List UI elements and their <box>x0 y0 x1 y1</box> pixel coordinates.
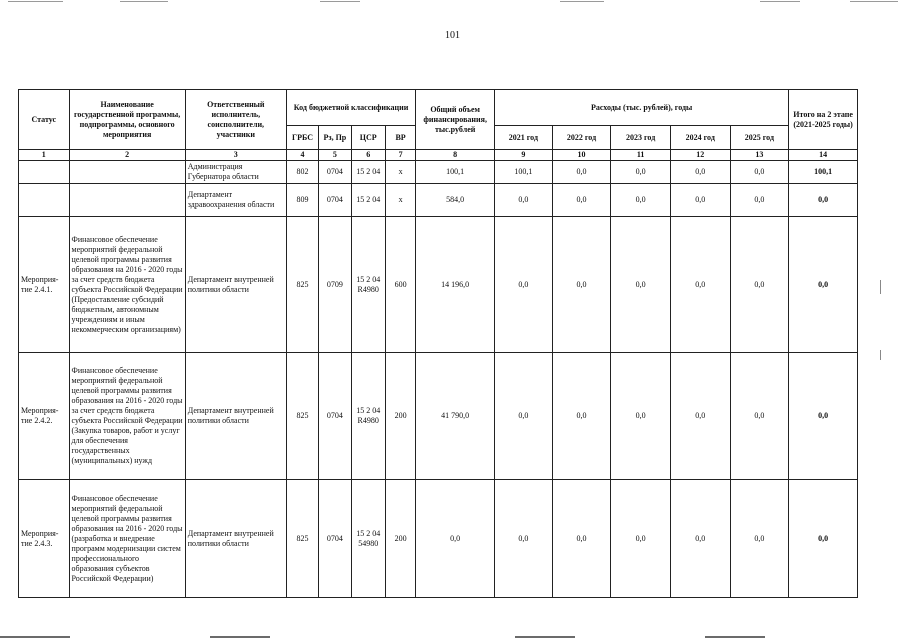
header-responsible: Ответственный исполнитель, соисполнители, участники <box>185 90 286 150</box>
cell-name <box>69 161 185 184</box>
cell-total: 584,0 <box>416 184 495 217</box>
cell-2021: 0,0 <box>495 184 553 217</box>
cell-vr: 600 <box>385 217 415 353</box>
column-number: 3 <box>185 150 286 161</box>
cell-2022: 0,0 <box>552 480 611 598</box>
cell-2022: 0,0 <box>552 217 611 353</box>
table-row <box>19 161 858 184</box>
cell-total: 14 196,0 <box>416 217 495 353</box>
cell-2023: 0,0 <box>611 161 671 184</box>
column-number: 11 <box>611 150 671 161</box>
cell-stage-total: 0,0 <box>789 184 858 217</box>
cell-vr: 200 <box>385 480 415 598</box>
header-budget-code: Код бюджетной классификации <box>286 90 415 126</box>
cell-2022: 0,0 <box>552 161 611 184</box>
cell-name: Финансовое обеспечение мероприятий федеральной целевой программы развития образования на 2016 - 2020 годы за счет средств бюджета субъекта Российской Федерации (Предоставление субсидий бюджетным, автономным учреждениям и иным некоммерческим организациям) <box>69 217 185 353</box>
header-status: Статус <box>19 90 70 150</box>
header-rz-pr: Рз, Пр <box>319 126 351 150</box>
cell-rz-pr: 0704 <box>319 480 351 598</box>
cell-responsible: Департамент здравоохранения области <box>185 184 286 217</box>
header-year-2025: 2025 год <box>730 126 789 150</box>
cell-grbs: 825 <box>286 217 318 353</box>
column-number: 8 <box>416 150 495 161</box>
budget-table <box>18 89 858 598</box>
cell-2022: 0,0 <box>552 353 611 480</box>
scan-top-edge-marks <box>0 0 905 8</box>
cell-2024: 0,0 <box>670 217 730 353</box>
header-year-2021: 2021 год <box>495 126 553 150</box>
cell-2025: 0,0 <box>730 161 789 184</box>
cell-grbs: 825 <box>286 480 318 598</box>
column-number: 6 <box>351 150 385 161</box>
cell-stage-total: 100,1 <box>789 161 858 184</box>
cell-stage-total: 0,0 <box>789 353 858 480</box>
cell-rz-pr: 0704 <box>319 184 351 217</box>
column-number: 1 <box>19 150 70 161</box>
scan-side-mark <box>880 280 881 294</box>
cell-vr: 200 <box>385 353 415 480</box>
page-number: 101 <box>445 30 460 41</box>
cell-rz-pr: 0709 <box>319 217 351 353</box>
cell-2023: 0,0 <box>611 353 671 480</box>
cell-2022: 0,0 <box>552 184 611 217</box>
column-number: 13 <box>730 150 789 161</box>
cell-stage-total: 0,0 <box>789 217 858 353</box>
cell-csr: 15 2 04 54980 <box>351 480 385 598</box>
cell-responsible: Администрация Губернатора области <box>185 161 286 184</box>
table-row <box>19 480 858 598</box>
column-number: 14 <box>789 150 858 161</box>
header-year-2023: 2023 год <box>611 126 671 150</box>
cell-rz-pr: 0704 <box>319 161 351 184</box>
cell-vr: х <box>385 161 415 184</box>
header-stage-total: Итого на 2 этапе (2021-2025 годы) <box>789 90 858 150</box>
cell-2023: 0,0 <box>611 217 671 353</box>
cell-csr: 15 2 04 <box>351 184 385 217</box>
cell-vr: х <box>385 184 415 217</box>
cell-status <box>19 161 70 184</box>
header-vr: ВР <box>385 126 415 150</box>
table-header <box>19 90 858 161</box>
cell-name: Финансовое обеспечение мероприятий федеральной целевой программы развития образования на 2016 - 2020 годы (разработка и внедрение программ модернизации систем профессионального образования субъектов Российской Федерации) <box>69 480 185 598</box>
cell-name <box>69 184 185 217</box>
cell-status: Мероприя-тие 2.4.2. <box>19 353 70 480</box>
cell-2025: 0,0 <box>730 480 789 598</box>
cell-grbs: 802 <box>286 161 318 184</box>
scan-side-mark <box>880 350 881 360</box>
column-number: 12 <box>670 150 730 161</box>
header-year-2024: 2024 год <box>670 126 730 150</box>
header-grbs: ГРБС <box>286 126 318 150</box>
cell-responsible: Департамент внутренней политики области <box>185 353 286 480</box>
column-number: 7 <box>385 150 415 161</box>
column-number-row <box>19 150 858 161</box>
cell-rz-pr: 0704 <box>319 353 351 480</box>
column-number: 9 <box>495 150 553 161</box>
column-number: 2 <box>69 150 185 161</box>
cell-name: Финансовое обеспечение мероприятий федеральной целевой программы развития образования на 2016 - 2020 годы за счет средств бюджета субъекта Российской Федерации (Закупка товаров, работ и услуг для обеспечения государственных (муниципальных) нужд <box>69 353 185 480</box>
table-row <box>19 217 858 353</box>
cell-2025: 0,0 <box>730 184 789 217</box>
table-row <box>19 353 858 480</box>
cell-grbs: 809 <box>286 184 318 217</box>
cell-csr: 15 2 04 R4980 <box>351 217 385 353</box>
cell-2021: 100,1 <box>495 161 553 184</box>
cell-2024: 0,0 <box>670 184 730 217</box>
cell-2021: 0,0 <box>495 480 553 598</box>
column-number: 10 <box>552 150 611 161</box>
cell-status: Мероприя-тие 2.4.1. <box>19 217 70 353</box>
cell-2023: 0,0 <box>611 184 671 217</box>
cell-grbs: 825 <box>286 353 318 480</box>
cell-csr: 15 2 04 <box>351 161 385 184</box>
cell-2021: 0,0 <box>495 217 553 353</box>
cell-total: 41 790,0 <box>416 353 495 480</box>
cell-status <box>19 184 70 217</box>
header-name: Наименование государственной программы, подпрограммы, основного мероприятия <box>69 90 185 150</box>
cell-total: 100,1 <box>416 161 495 184</box>
cell-2024: 0,0 <box>670 353 730 480</box>
cell-2025: 0,0 <box>730 353 789 480</box>
header-csr: ЦСР <box>351 126 385 150</box>
table-row <box>19 184 858 217</box>
cell-2024: 0,0 <box>670 161 730 184</box>
cell-2024: 0,0 <box>670 480 730 598</box>
cell-total: 0,0 <box>416 480 495 598</box>
cell-csr: 15 2 04 R4980 <box>351 353 385 480</box>
cell-responsible: Департамент внутренней политики области <box>185 480 286 598</box>
cell-2025: 0,0 <box>730 217 789 353</box>
header-expenses: Расходы (тыс. рублей), годы <box>495 90 789 126</box>
cell-stage-total: 0,0 <box>789 480 858 598</box>
column-number: 5 <box>319 150 351 161</box>
column-number: 4 <box>286 150 318 161</box>
cell-2023: 0,0 <box>611 480 671 598</box>
header-total-volume: Общий объем финансирования, тыс.рублей <box>416 90 495 150</box>
cell-2021: 0,0 <box>495 353 553 480</box>
header-year-2022: 2022 год <box>552 126 611 150</box>
cell-status: Мероприя-тие 2.4.3. <box>19 480 70 598</box>
cell-responsible: Департамент внутренней политики области <box>185 217 286 353</box>
